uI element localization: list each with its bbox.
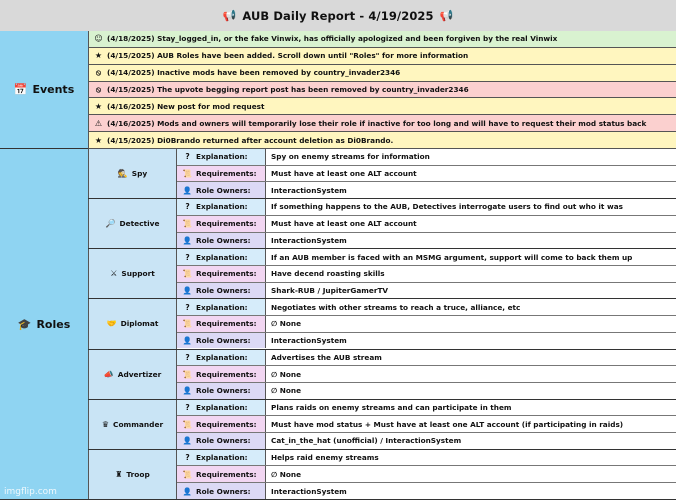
role-explanation: If something happens to the AUB, Detectives interrogate users to find out who it was <box>271 202 623 212</box>
person-icon: 👤 <box>182 386 193 396</box>
role-name: Spy <box>131 169 148 179</box>
requirements-label <box>177 316 266 332</box>
role-name: Commander <box>113 419 164 429</box>
owners-label <box>177 233 266 249</box>
owners-label <box>177 433 266 449</box>
role-name: Diplomat <box>120 319 159 329</box>
role-name-cell <box>88 350 177 399</box>
explanation-label <box>177 199 266 215</box>
owners-label-text: Role Owners: <box>196 336 251 346</box>
question-icon: ? <box>185 302 190 312</box>
role-requirements: ∅ None <box>271 469 302 479</box>
explanation-label <box>177 400 266 416</box>
role-name: Detective <box>119 219 160 229</box>
explanation-label-text: Explanation: <box>196 402 248 412</box>
events-section-label <box>0 31 88 149</box>
question-icon: ? <box>185 202 190 212</box>
explanation-label-text: Explanation: <box>196 202 248 212</box>
person-icon: 👤 <box>182 436 193 446</box>
megaphone-icon: 📢 <box>439 9 454 22</box>
role-name-cell <box>88 400 177 449</box>
role-commander <box>88 400 676 450</box>
owners-label-text: Role Owners: <box>196 386 251 396</box>
role-requirements: Must have mod status + Must have at least one ALT account (if participating in raids) <box>271 419 624 429</box>
requirements-label-text: Requirements: <box>196 319 257 329</box>
owners-label <box>177 383 266 399</box>
event-row <box>88 31 676 48</box>
role-name-cell <box>88 149 177 198</box>
role-owners: ∅ None <box>271 386 302 396</box>
owners-label <box>177 483 266 499</box>
event-row <box>88 82 676 99</box>
requirements-label <box>177 266 266 282</box>
role-requirements: Have decend roasting skills <box>271 269 385 279</box>
requirements-label-text: Requirements: <box>196 469 257 479</box>
prohibited-icon: ⦸ <box>95 67 102 77</box>
role-owners: Shark-RUB / JupiterGamerTV <box>271 286 389 295</box>
person-icon: 👤 <box>182 336 193 346</box>
person-icon: 👤 <box>182 235 193 245</box>
explanation-label <box>177 149 266 165</box>
soldier-icon: ♜ <box>115 469 123 479</box>
person-icon: 👤 <box>182 286 193 295</box>
event-text: (4/18/2025) Stay_logged_in, or the fake Vinwix, has officially apologized and been forgiven by the real Vinwix <box>107 34 558 44</box>
explanation-label <box>177 299 266 315</box>
megaphone-icon: 📢 <box>222 9 237 22</box>
detective-icon: 🔎 <box>105 219 116 229</box>
role-support <box>88 249 676 299</box>
question-icon: ? <box>185 453 190 463</box>
requirements-label-text: Requirements: <box>196 269 257 279</box>
roles-section-label <box>0 149 88 500</box>
explanation-label <box>177 249 266 265</box>
owners-label <box>177 333 266 349</box>
event-row <box>88 98 676 115</box>
explanation-label-text: Explanation: <box>196 453 248 463</box>
role-name-cell <box>88 299 177 348</box>
event-row <box>88 132 676 149</box>
star-icon: ★ <box>94 51 103 61</box>
question-icon: ? <box>185 352 190 362</box>
explanation-label <box>177 350 266 366</box>
event-row <box>88 115 676 132</box>
event-text: (4/15/2025) AUB Roles have been added. Scroll down until "Roles" for more information <box>107 51 469 61</box>
person-icon: 👤 <box>182 185 193 195</box>
person-icon: 👤 <box>182 486 193 496</box>
role-name-cell <box>88 199 177 248</box>
owners-label-text: Role Owners: <box>196 286 251 295</box>
smile-icon: ☺ <box>94 34 103 44</box>
scroll-icon: 📜 <box>182 219 193 229</box>
role-name-cell <box>88 249 177 298</box>
role-explanation: If an AUB member is faced with an MSMG argument, support will come to back them up <box>271 252 633 262</box>
event-row <box>88 48 676 65</box>
role-explanation: Spy on enemy streams for information <box>271 152 430 162</box>
spy-icon: 🕵 <box>117 169 128 179</box>
role-owners: Cat_in_the_hat (unofficial) / InteractionSystem <box>271 436 462 446</box>
role-advertizer <box>88 350 676 400</box>
role-diplomat <box>88 299 676 349</box>
event-text: (4/14/2025) Inactive mods have been removed by country_invader2346 <box>107 68 401 78</box>
scroll-icon: 📜 <box>182 269 193 279</box>
role-owners: InteractionSystem <box>271 486 347 496</box>
calendar-icon: 📅 <box>13 83 28 96</box>
scroll-icon: 📜 <box>182 369 193 379</box>
role-name: Advertizer <box>117 369 162 379</box>
role-owners: InteractionSystem <box>271 185 347 195</box>
event-text: (4/15/2025) The upvote begging report post has been removed by country_invader2346 <box>107 85 469 94</box>
role-name: Support <box>121 269 155 279</box>
explanation-label <box>177 450 266 466</box>
explanation-label-text: Explanation: <box>196 252 248 262</box>
swords-icon: ⚔ <box>110 269 118 279</box>
requirements-label <box>177 366 266 382</box>
role-requirements: Must have at least one ALT account <box>271 169 417 179</box>
owners-label-text: Role Owners: <box>196 436 251 446</box>
report-title: AUB Daily Report - 4/19/2025 <box>242 8 434 23</box>
question-icon: ? <box>185 152 190 162</box>
requirements-label <box>177 416 266 432</box>
scroll-icon: 📜 <box>182 469 193 479</box>
star-icon: ★ <box>94 135 103 145</box>
prohibited-icon: ⦸ <box>95 84 102 94</box>
events-label: Events <box>32 83 75 96</box>
owners-label <box>177 283 266 299</box>
explanation-label-text: Explanation: <box>196 152 248 162</box>
role-requirements: Must have at least one ALT account <box>271 219 417 229</box>
graduation-cap-icon: 🎓 <box>17 317 32 331</box>
roles-table <box>88 149 676 500</box>
role-owners: InteractionSystem <box>271 336 347 346</box>
requirements-label <box>177 466 266 482</box>
explanation-label-text: Explanation: <box>196 352 248 362</box>
requirements-label-text: Requirements: <box>196 369 257 379</box>
role-name: Troop <box>126 469 150 479</box>
requirements-label-text: Requirements: <box>196 219 257 229</box>
warning-icon: ⚠ <box>94 118 103 128</box>
report-header <box>0 0 676 32</box>
role-explanation: Advertises the AUB stream <box>271 352 382 362</box>
event-row <box>88 65 676 82</box>
role-explanation: Negotiates with other streams to reach a truce, alliance, etc <box>271 302 521 312</box>
requirements-label-text: Requirements: <box>196 169 257 179</box>
requirements-label-text: Requirements: <box>196 419 257 429</box>
handshake-icon: 🤝 <box>106 319 117 329</box>
roles-label: Roles <box>36 317 71 331</box>
star-icon: ★ <box>94 101 103 111</box>
role-name-cell <box>88 450 177 499</box>
scroll-icon: 📜 <box>182 319 193 329</box>
requirements-label <box>177 166 266 182</box>
scroll-icon: 📜 <box>182 419 193 429</box>
question-icon: ? <box>185 252 190 262</box>
owners-label-text: Role Owners: <box>196 235 251 245</box>
role-owners: InteractionSystem <box>271 235 347 245</box>
role-requirements: ∅ None <box>271 369 302 379</box>
crown-icon: ♛ <box>101 419 110 429</box>
role-detective <box>88 199 676 249</box>
role-explanation: Helps raid enemy streams <box>271 453 379 463</box>
question-icon: ? <box>185 402 190 412</box>
owners-label-text: Role Owners: <box>196 486 251 496</box>
owners-label <box>177 182 266 198</box>
role-spy <box>88 149 676 199</box>
event-text: (4/16/2025) Mods and owners will temporarily lose their role if inactive for too long and will have to request their mod status back <box>107 118 647 128</box>
megaphone-icon: 📣 <box>103 369 114 379</box>
role-explanation: Plans raids on enemy streams and can participate in them <box>271 402 512 412</box>
scroll-icon: 📜 <box>182 169 193 179</box>
explanation-label-text: Explanation: <box>196 302 248 312</box>
role-troop <box>88 450 676 500</box>
role-requirements: ∅ None <box>271 319 302 329</box>
owners-label-text: Role Owners: <box>196 185 251 195</box>
requirements-label <box>177 216 266 232</box>
watermark: imgflip.com <box>4 487 57 497</box>
event-text: (4/15/2025) Di0Brando returned after account deletion as Di0Brando. <box>107 135 394 145</box>
event-text: (4/16/2025) New post for mod request <box>107 101 265 111</box>
events-list <box>88 31 676 149</box>
